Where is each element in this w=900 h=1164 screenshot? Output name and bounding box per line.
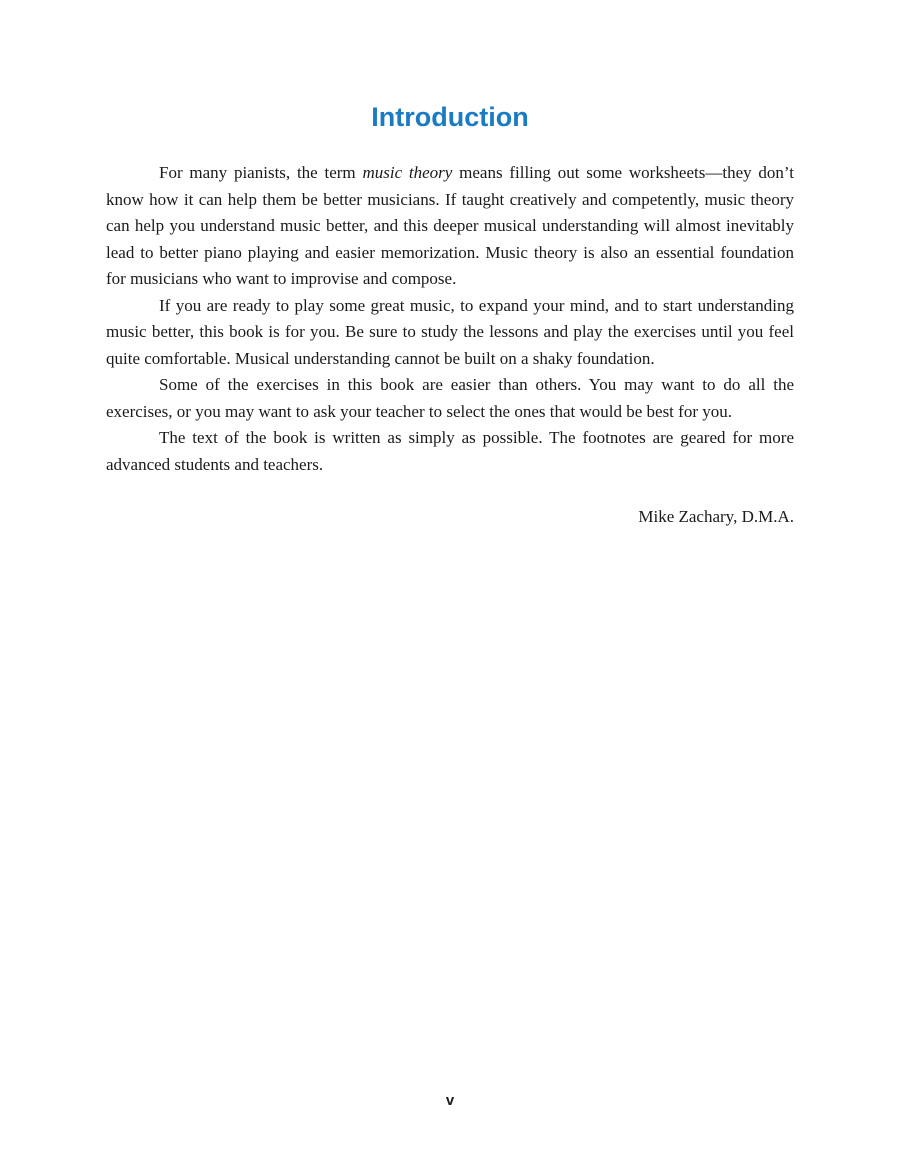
paragraph-3: Some of the exercises in this book are easier than others. You may want to do all the exercises, or you may want to ask your teacher to select the ones that would be best for you. [106,375,794,421]
paragraph-1-lead: For many pianists, the term [159,163,363,182]
author-signature: Mike Zachary, D.M.A. [638,507,794,526]
paragraph-2: If you are ready to play some great music, to expand your mind, and to start understanding music better, this book is for you. Be sure to study the lessons and play the exercises until you feel quite comfortable. Musical understanding cannot be built on a shaky foundation. [106,295,794,368]
paragraph-1-rest: means filling out some worksheets—they don’t know how it can help them be better musicians. If taught creatively and competently, music theory can help you understand music better, and this deeper musical understanding will almost inevitably lead to better piano playing and easier memorization. Music theory is also an essential foundation for musicians who want to improvise and compose. [106,163,794,288]
paragraph-1-emphasis: music theory [362,163,453,182]
paragraph-1 [106,160,794,293]
paragraph-4: The text of the book is written as simply as possible. The footnotes are geared for more advanced students and teachers. [106,428,794,474]
page-number: v [445,1092,455,1109]
introduction-body [106,160,794,478]
page-title: Introduction [371,102,529,132]
